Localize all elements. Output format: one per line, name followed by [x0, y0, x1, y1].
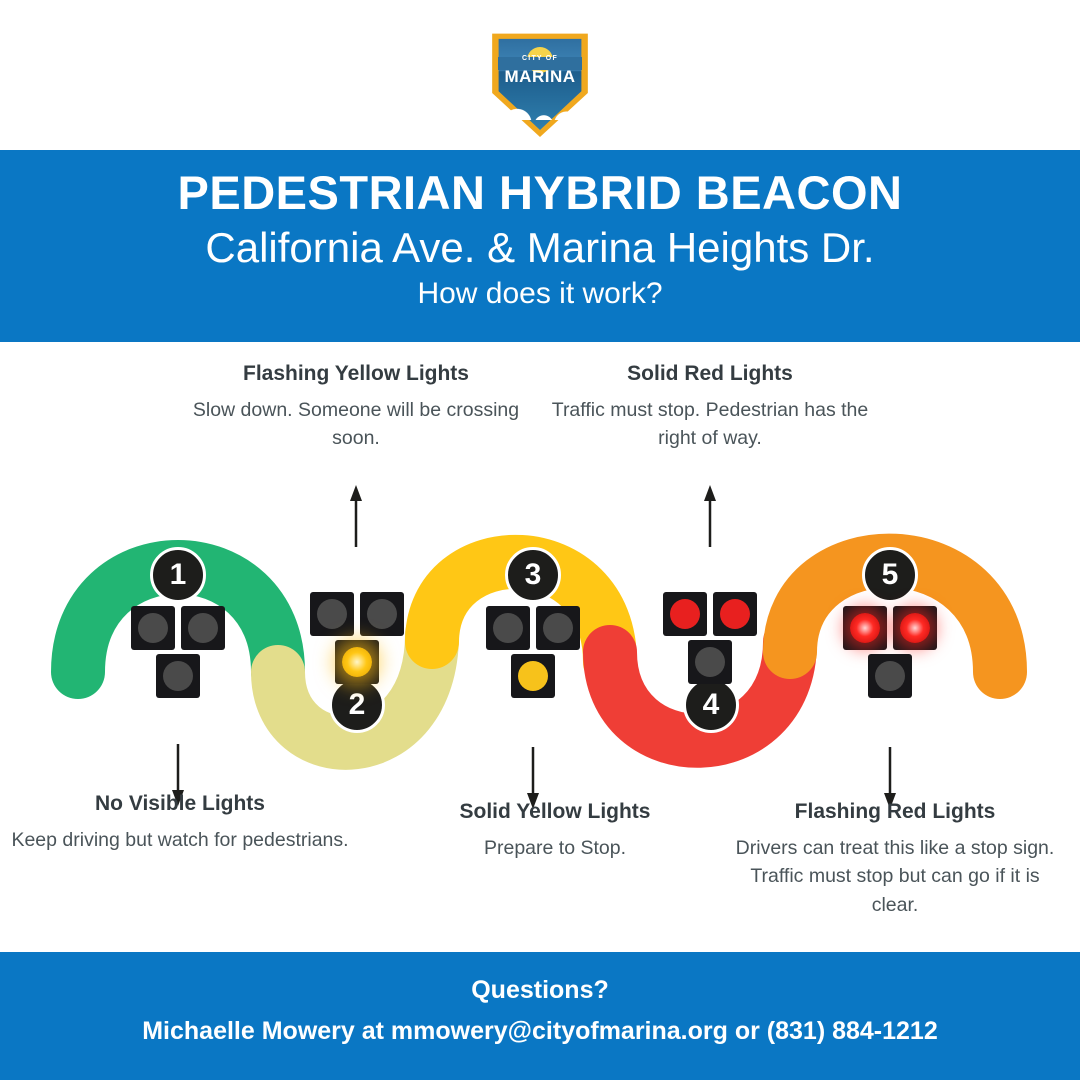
signal-5-left-lamp-box: [843, 606, 887, 650]
caption-1-body: Keep driving but watch for pedestrians.: [11, 829, 349, 851]
caption-4-title: Solid Red Lights: [627, 362, 793, 385]
lamp-off-icon: [138, 613, 168, 643]
lamp-red-flashing-icon: [850, 613, 880, 643]
lamp-off-icon: [695, 647, 725, 677]
signal-3-bottom-lamp-box: [511, 654, 555, 698]
caption-3-body: Prepare to Stop.: [483, 837, 626, 859]
signal-head-1: [133, 606, 223, 698]
page-title: PEDESTRIAN HYBRID BEACON: [177, 166, 903, 219]
lamp-off-icon: [493, 613, 523, 643]
signal-head-5: [845, 606, 935, 698]
signal-5-bottom-lamp-box: [868, 654, 912, 698]
lamp-off-icon: [367, 599, 397, 629]
lamp-red-solid-icon: [670, 599, 700, 629]
page-question: How does it work?: [417, 277, 663, 311]
signal-5-top-row: [845, 606, 935, 650]
caption-1-title: No Visible Lights: [95, 792, 265, 815]
caption-5-body: Drivers can treat this like a stop sign. Traffic must stop but can go if it is clear.: [735, 837, 1055, 916]
step-badge-3: 3: [505, 547, 561, 603]
signal-4-bottom-row: [665, 640, 755, 684]
signal-4-right-lamp-box: [713, 592, 757, 636]
signal-4-left-lamp-box: [663, 592, 707, 636]
signal-2-right-lamp-box: [360, 592, 404, 636]
signal-3-bottom-row: [488, 654, 578, 698]
city-logo: [0, 26, 1080, 138]
caption-2-title: Flashing Yellow Lights: [243, 362, 469, 385]
caption-step-3: [380, 800, 730, 862]
lamp-off-icon: [188, 613, 218, 643]
signal-1-top-row: [133, 606, 223, 650]
signal-1-bottom-row: [133, 654, 223, 698]
waves-icon: [502, 104, 578, 120]
signal-4-bottom-lamp-box: [688, 640, 732, 684]
logo-city-name: MARINA: [504, 67, 576, 86]
lamp-off-icon: [317, 599, 347, 629]
caption-3-title: Solid Yellow Lights: [459, 800, 651, 823]
footer-questions-label: Questions?: [471, 976, 609, 1004]
signal-1-right-lamp-box: [181, 606, 225, 650]
caption-4-body: Traffic must stop. Pedestrian has the right of way.: [551, 399, 869, 450]
caption-step-1: [10, 792, 350, 854]
beacon-sequence-diagram: [0, 342, 1080, 952]
step-badge-1: 1: [150, 547, 206, 603]
step-badge-5: 5: [862, 547, 918, 603]
signal-head-3: [488, 606, 578, 698]
lamp-red-solid-icon: [720, 599, 750, 629]
logo-city-of-text: CITY OF: [522, 55, 558, 62]
caption-step-5: [730, 800, 1060, 919]
lamp-off-icon: [875, 661, 905, 691]
signal-1-bottom-lamp-box: [156, 654, 200, 698]
caption-5-title: Flashing Red Lights: [794, 800, 996, 823]
lamp-yellow-solid-icon: [518, 661, 548, 691]
signal-5-right-lamp-box: [893, 606, 937, 650]
footer-contact: Michaelle Mowery at mmowery@cityofmarina.org or (831) 884-1212: [142, 1017, 938, 1045]
step-badge-4: 4: [683, 677, 739, 733]
caption-2-body: Slow down. Someone will be crossing soon.: [192, 399, 520, 450]
lamp-red-flashing-icon: [900, 613, 930, 643]
signal-4-top-row: [665, 592, 755, 636]
signal-2-left-lamp-box: [310, 592, 354, 636]
caption-step-4: [540, 362, 880, 453]
signal-2-bottom-row: [312, 640, 402, 684]
signal-2-bottom-lamp-box: [335, 640, 379, 684]
arrow-4-head: [704, 485, 716, 501]
lamp-yellow-flashing-icon: [342, 647, 372, 677]
signal-head-2: [312, 592, 402, 684]
lamp-off-icon: [163, 661, 193, 691]
signal-1-left-lamp-box: [131, 606, 175, 650]
signal-5-bottom-row: [845, 654, 935, 698]
signal-3-left-lamp-box: [486, 606, 530, 650]
signal-3-right-lamp-box: [536, 606, 580, 650]
step-badge-2: 2: [329, 677, 385, 733]
caption-step-2: [186, 362, 526, 453]
signal-3-top-row: [488, 606, 578, 650]
lamp-off-icon: [543, 613, 573, 643]
header-banner: [0, 150, 1080, 342]
arrow-2-head: [350, 485, 362, 501]
signal-2-top-row: [312, 592, 402, 636]
page-subtitle: California Ave. & Marina Heights Dr.: [205, 223, 875, 271]
marina-shield-icon: [488, 27, 592, 137]
signal-head-4: [665, 592, 755, 684]
footer-banner: [0, 952, 1080, 1080]
